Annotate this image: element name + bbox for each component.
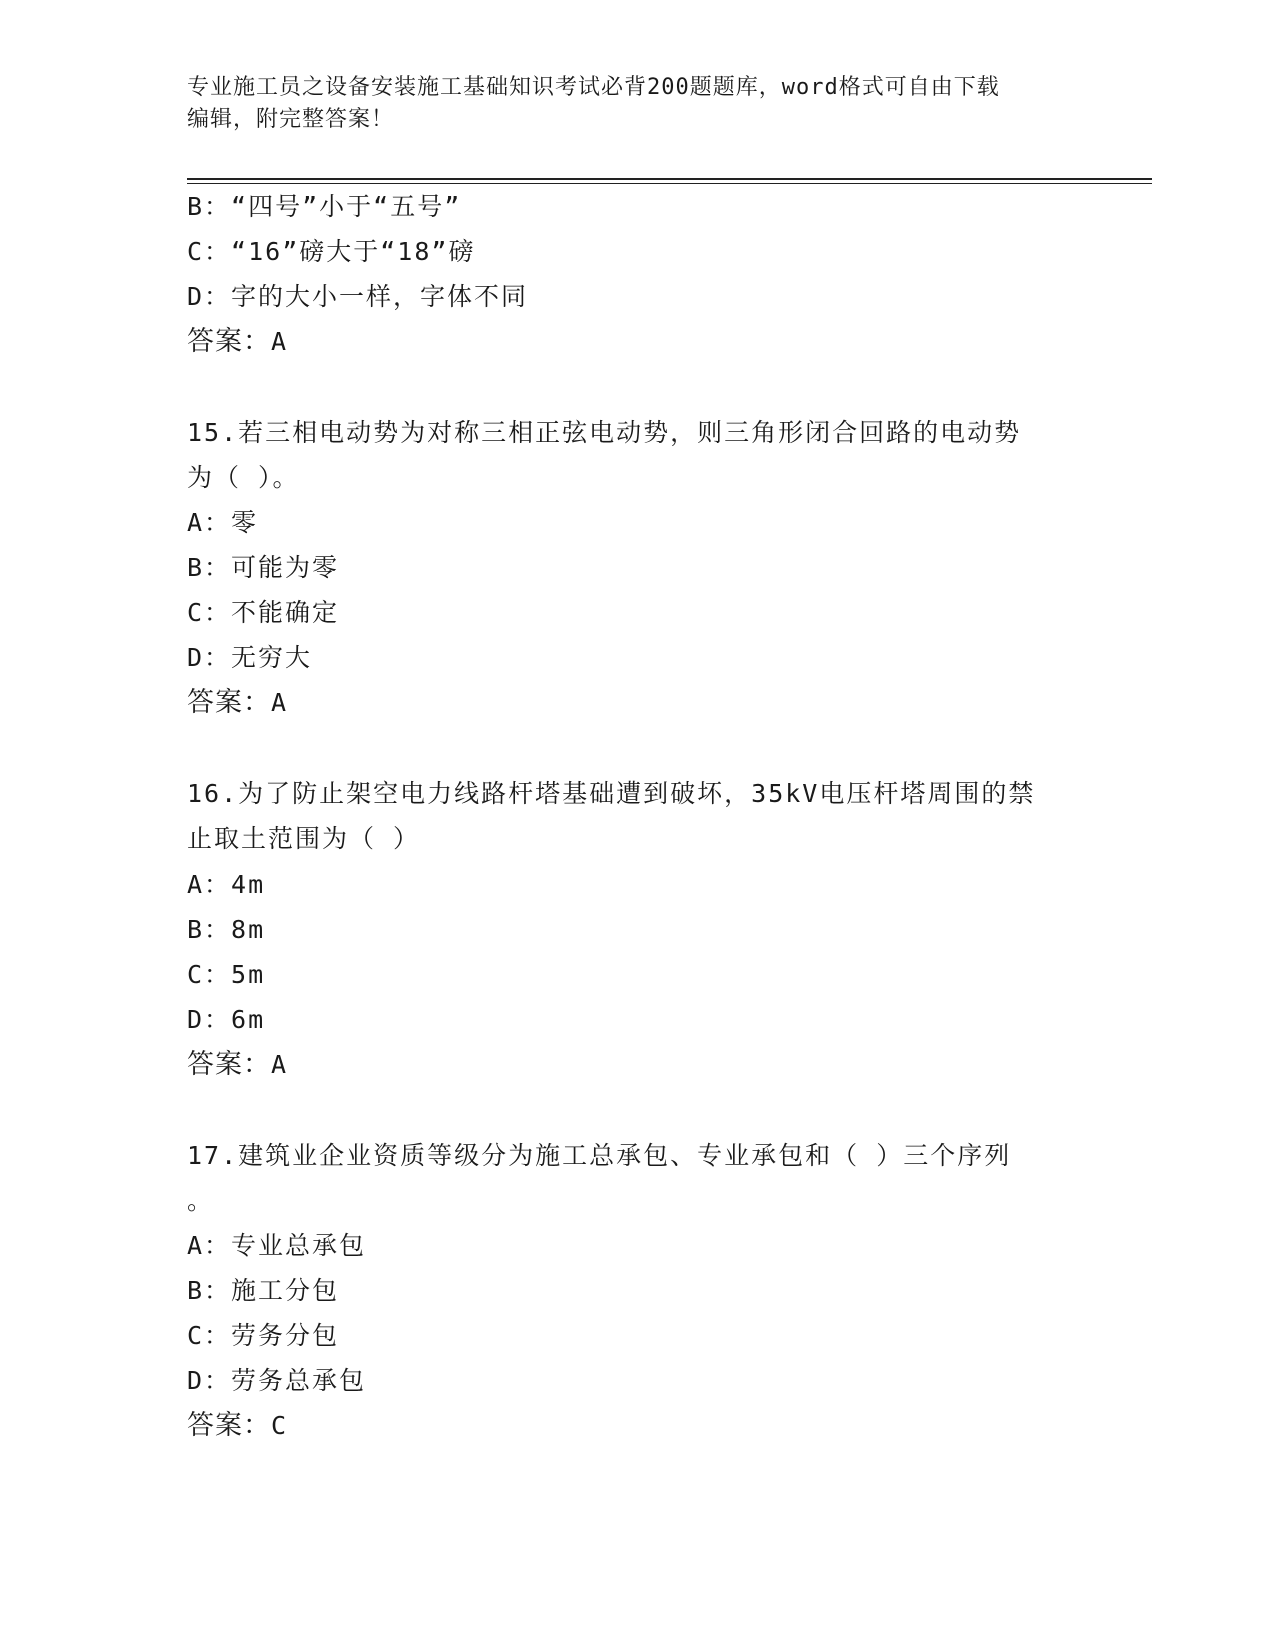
q17-option-a: A：专业总承包 [187,1231,367,1260]
header-divider-thin [187,183,1152,184]
answer-label: 答案： [187,687,271,718]
q15-option-c: C：不能确定 [187,598,340,627]
q16-text-line-1: 16.为了防止架空电力线路杆塔基础遭到破坏，35kV电压杆塔周围的禁 [187,779,1036,808]
q15-text-line-2: 为（ ）。 [187,463,300,492]
q14-option-b: B：“四号”小于“五号” [187,192,462,221]
q15-text-line-1: 15.若三相电动势为对称三相正弦电动势，则三角形闭合回路的电动势 [187,418,1022,447]
header-title-line-2: 编辑，附完整答案！ [187,107,395,132]
q14-answer [187,325,287,359]
answer-value: C [271,1411,288,1440]
answer-label: 答案： [187,1049,271,1080]
q16-option-d: D：6m [187,1005,266,1034]
q16-option-b: B：8m [187,915,266,944]
answer-value: A [271,1050,288,1079]
header-title-line-1: 专业施工员之设备安装施工基础知识考试必背200题题库，word格式可自由下载 [187,75,1000,100]
q17-text-line-1: 17.建筑业企业资质等级分为施工总承包、专业承包和（ ）三个序列 [187,1141,1012,1170]
q14-option-d: D：字的大小一样，字体不同 [187,282,529,311]
answer-value: A [271,327,288,356]
q17-option-b: B：施工分包 [187,1276,340,1305]
q15-option-a: A：零 [187,508,259,537]
header-divider-thick [187,178,1152,180]
q17-text-line-2: 。 [187,1186,215,1215]
q14-option-c: C：“16”磅大于“18”磅 [187,237,476,266]
q16-answer [187,1048,287,1082]
q16-option-a: A：4m [187,870,266,899]
q17-answer [187,1409,287,1443]
q15-option-d: D：无穷大 [187,643,313,672]
q16-text-line-2: 止取土范围为（ ） [187,824,421,853]
answer-label: 答案： [187,326,271,357]
answer-label: 答案： [187,1410,271,1441]
q17-option-d: D：劳务总承包 [187,1366,367,1395]
q16-option-c: C：5m [187,960,266,989]
q15-answer [187,686,287,720]
q15-option-b: B：可能为零 [187,553,340,582]
document-header [187,72,1087,136]
answer-value: A [271,688,288,717]
q17-option-c: C：劳务分包 [187,1321,340,1350]
